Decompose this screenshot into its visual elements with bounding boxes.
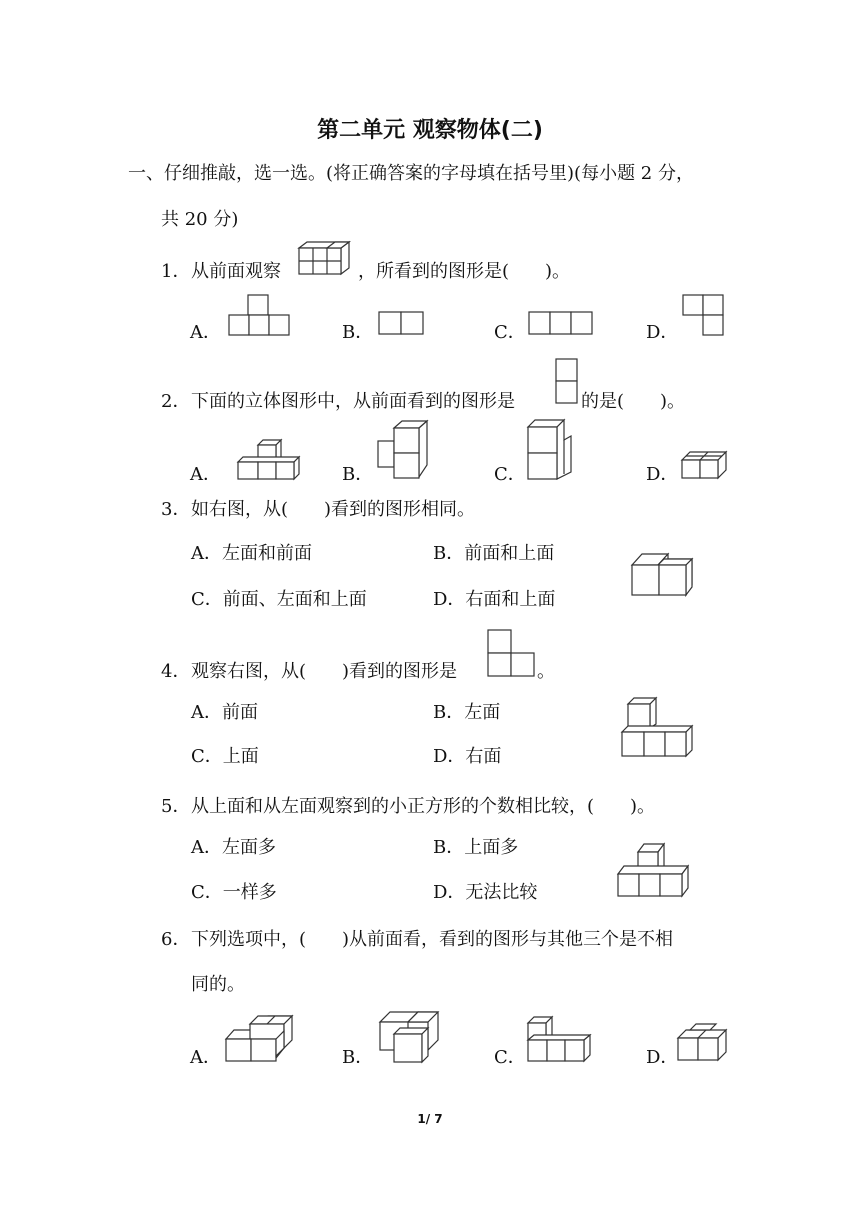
q2-option-a-figure: [236, 436, 302, 482]
q4-number: 4．: [161, 661, 191, 682]
q1-option-c-figure: [528, 311, 594, 335]
q2-option-a[interactable]: A．: [190, 464, 221, 485]
q2-text-b: 的是( )。: [581, 391, 686, 412]
q6-text-line1: 下列选项中，( )从前面看，看到的图形与其他三个是不相: [191, 929, 674, 950]
q2-front-view-figure: [555, 358, 579, 406]
q1-solid-figure: [294, 240, 356, 276]
q5-number: 5．: [161, 796, 191, 817]
q2-option-c[interactable]: C．: [494, 464, 526, 485]
q1-option-d[interactable]: D．: [646, 322, 679, 343]
q5-option-d[interactable]: D．无法比较: [433, 882, 538, 903]
q2-option-b[interactable]: B．: [342, 464, 374, 485]
q6-option-c-figure: [526, 1015, 592, 1063]
q2-text-a: 下面的立体图形中，从前面看到的图形是: [191, 391, 515, 412]
q3-option-c[interactable]: C．前面、左面和上面: [191, 589, 367, 610]
q1-option-a[interactable]: A．: [190, 322, 221, 343]
q1-option-a-figure: [228, 294, 292, 336]
section-heading-line2: 共 20 分): [161, 209, 239, 230]
page-number: 1/ 7: [417, 1112, 443, 1126]
q3-option-a[interactable]: A．左面和前面: [191, 543, 312, 564]
q6-number: 6．: [161, 929, 191, 950]
q6-text-line2: 同的。: [191, 974, 245, 995]
q4-option-c[interactable]: C．上面: [191, 746, 259, 767]
q5-option-c[interactable]: C．一样多: [191, 882, 277, 903]
q2-option-d-figure: [680, 450, 730, 482]
q2-number: 2．: [161, 391, 191, 412]
q6-option-a[interactable]: A．: [190, 1047, 221, 1068]
q2-option-d[interactable]: D．: [646, 464, 679, 485]
q4-option-b[interactable]: B．左面: [433, 702, 501, 723]
q1-option-b-figure: [378, 311, 424, 335]
q3-solid-figure: [630, 551, 694, 599]
q1-text-a: 从前面观察: [191, 261, 281, 282]
q1-option-d-figure: [682, 294, 726, 338]
q6-option-a-figure: [224, 1014, 294, 1064]
q4-option-d[interactable]: D．右面: [433, 746, 502, 767]
q4-view-figure: [487, 629, 535, 677]
q6-option-b-figure: [378, 1010, 440, 1064]
q4-text-a: 观察右图，从( )看到的图形是: [191, 661, 458, 682]
page-title: 第二单元 观察物体(二): [317, 118, 543, 143]
q4-option-a[interactable]: A．前面: [191, 702, 258, 723]
q5-solid-figure: [616, 840, 692, 898]
q6-option-d[interactable]: D．: [646, 1047, 679, 1068]
q1-number: 1．: [161, 261, 191, 282]
q1-option-c[interactable]: C．: [494, 322, 526, 343]
section-heading-line1: 一、仔细推敲，选一选。(将正确答案的字母填在括号里)(每小题 2 分，: [128, 163, 694, 184]
q3-text: 如右图，从( )看到的图形相同。: [191, 499, 476, 520]
q3-option-d[interactable]: D．右面和上面: [433, 589, 556, 610]
q6-option-c[interactable]: C．: [494, 1047, 526, 1068]
q3-number: 3．: [161, 499, 191, 520]
q1-option-b[interactable]: B．: [342, 322, 374, 343]
q2-option-c-figure: [526, 418, 576, 482]
q6-option-d-figure: [676, 1022, 732, 1064]
q5-text: 从上面和从左面观察到的小正方形的个数相比较，( )。: [191, 796, 656, 817]
q5-option-b[interactable]: B．上面多: [433, 837, 519, 858]
q1-text-b: ，所看到的图形是( )。: [358, 261, 571, 282]
q5-option-a[interactable]: A．左面多: [191, 837, 276, 858]
q4-text-b: 。: [537, 661, 555, 682]
q4-solid-figure: [620, 696, 694, 758]
q3-option-b[interactable]: B．前面和上面: [433, 543, 555, 564]
q2-option-b-figure: [376, 419, 438, 481]
q6-option-b[interactable]: B．: [342, 1047, 374, 1068]
